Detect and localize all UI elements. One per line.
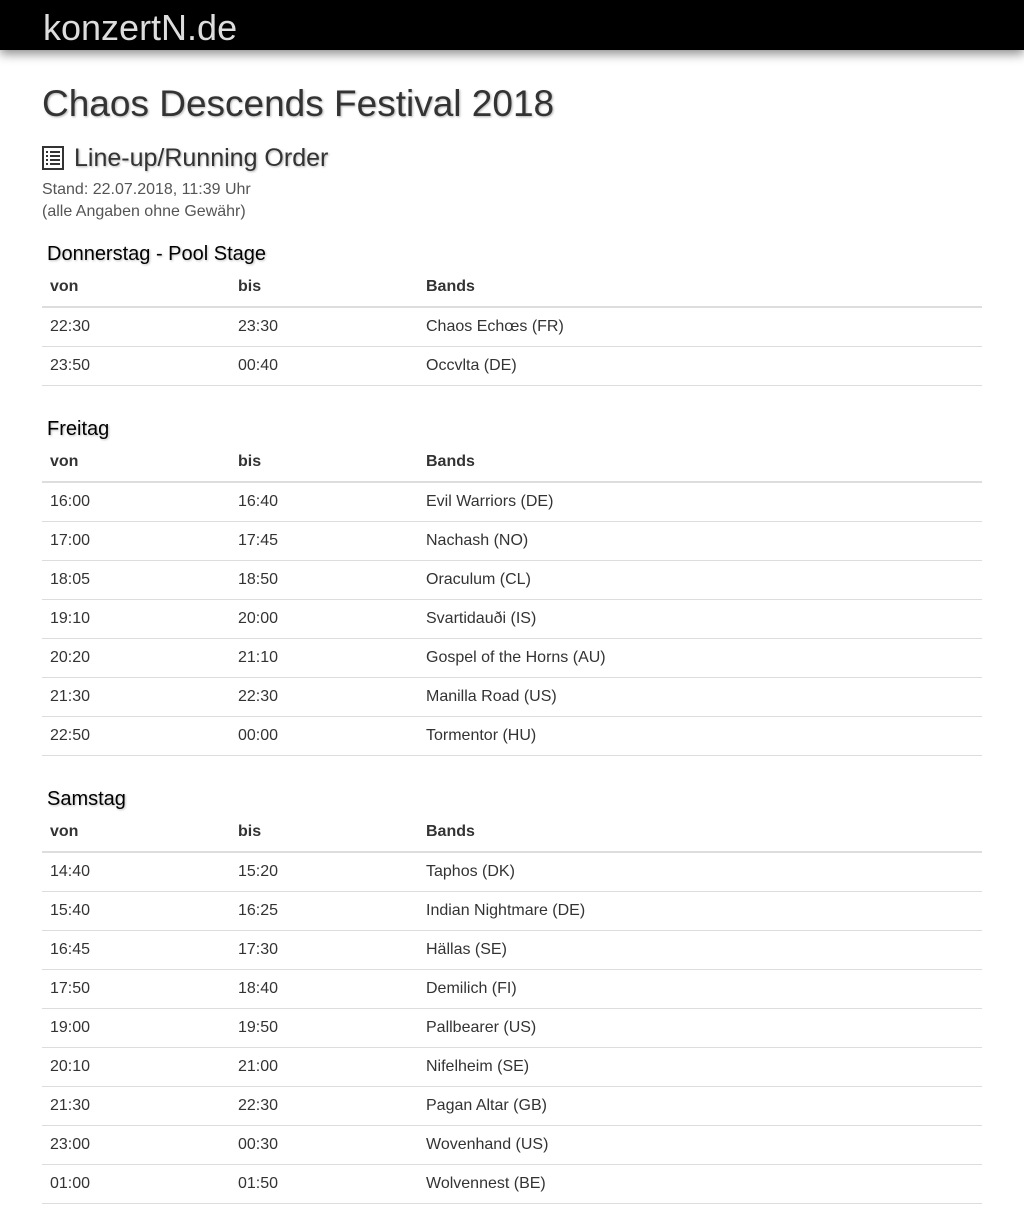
cell-von: 17:00 (42, 522, 230, 561)
table-row (42, 678, 982, 717)
cell-bis: 23:30 (230, 307, 418, 347)
table-row (42, 1165, 982, 1204)
section-title: Line-up/Running Order (74, 144, 329, 172)
table-row (42, 522, 982, 561)
cell-band: Taphos (DK) (418, 852, 982, 892)
cell-bis: 19:50 (230, 1009, 418, 1048)
table-row (42, 892, 982, 931)
cell-band: Wovenhand (US) (418, 1126, 982, 1165)
header-bands: Bands (418, 812, 982, 852)
cell-bis: 17:30 (230, 931, 418, 970)
table-row (42, 639, 982, 678)
cell-band: Hällas (SE) (418, 931, 982, 970)
cell-von: 19:00 (42, 1009, 230, 1048)
table-header-row (42, 267, 982, 307)
cell-bis: 22:30 (230, 678, 418, 717)
schedule-table (42, 267, 982, 386)
header-von: von (42, 812, 230, 852)
page-title: Chaos Descends Festival 2018 (42, 83, 555, 124)
update-info (42, 179, 982, 223)
table-row (42, 1087, 982, 1126)
header-von: von (42, 267, 230, 307)
cell-bis: 20:00 (230, 600, 418, 639)
cell-band: Pagan Altar (GB) (418, 1087, 982, 1126)
cell-von: 19:10 (42, 600, 230, 639)
table-row (42, 717, 982, 756)
cell-bis: 15:20 (230, 852, 418, 892)
cell-von: 23:50 (42, 347, 230, 386)
cell-bis: 16:25 (230, 892, 418, 931)
cell-band: Nachash (NO) (418, 522, 982, 561)
cell-bis: 00:00 (230, 717, 418, 756)
day-section (42, 241, 982, 386)
header-bands: Bands (418, 267, 982, 307)
table-row (42, 852, 982, 892)
table-row (42, 1048, 982, 1087)
day-section (42, 416, 982, 756)
cell-bis: 18:50 (230, 561, 418, 600)
table-row (42, 1126, 982, 1165)
cell-band: Tormentor (HU) (418, 717, 982, 756)
cell-band: Evil Warriors (DE) (418, 482, 982, 522)
cell-bis: 17:45 (230, 522, 418, 561)
schedule-table (42, 812, 982, 1204)
day-title: Donnerstag - Pool Stage (47, 243, 267, 265)
cell-bis: 01:50 (230, 1165, 418, 1204)
day-section (42, 786, 982, 1204)
day-title: Freitag (47, 418, 110, 440)
cell-band: Manilla Road (US) (418, 678, 982, 717)
disclaimer: (alle Angaben ohne Gewähr) (42, 203, 246, 220)
cell-von: 21:30 (42, 1087, 230, 1126)
cell-von: 14:40 (42, 852, 230, 892)
cell-band: Demilich (FI) (418, 970, 982, 1009)
cell-von: 23:00 (42, 1126, 230, 1165)
cell-bis: 16:40 (230, 482, 418, 522)
cell-von: 01:00 (42, 1165, 230, 1204)
cell-bis: 22:30 (230, 1087, 418, 1126)
table-header-row (42, 812, 982, 852)
cell-bis: 00:30 (230, 1126, 418, 1165)
cell-bis: 00:40 (230, 347, 418, 386)
table-row (42, 1009, 982, 1048)
cell-von: 15:40 (42, 892, 230, 931)
header-von: von (42, 442, 230, 482)
cell-band: Oraculum (CL) (418, 561, 982, 600)
day-title: Samstag (47, 788, 126, 810)
table-row (42, 561, 982, 600)
header-bis: bis (230, 812, 418, 852)
cell-von: 20:20 (42, 639, 230, 678)
site-brand-link[interactable]: konzertN.de (43, 7, 238, 48)
table-row (42, 970, 982, 1009)
cell-band: Wolvennest (BE) (418, 1165, 982, 1204)
cell-band: Gospel of the Horns (AU) (418, 639, 982, 678)
table-row (42, 600, 982, 639)
table-header-row (42, 442, 982, 482)
cell-band: Pallbearer (US) (418, 1009, 982, 1048)
cell-band: Svartidauði (IS) (418, 600, 982, 639)
header-bis: bis (230, 442, 418, 482)
header-bis: bis (230, 267, 418, 307)
cell-bis: 21:10 (230, 639, 418, 678)
section-header (42, 142, 982, 174)
cell-bis: 21:00 (230, 1048, 418, 1087)
cell-von: 20:10 (42, 1048, 230, 1087)
cell-von: 22:50 (42, 717, 230, 756)
schedule-table (42, 442, 982, 756)
table-row (42, 347, 982, 386)
cell-von: 22:30 (42, 307, 230, 347)
cell-band: Nifelheim (SE) (418, 1048, 982, 1087)
cell-band: Occvlta (DE) (418, 347, 982, 386)
list-icon (42, 146, 64, 170)
cell-band: Indian Nightmare (DE) (418, 892, 982, 931)
table-row (42, 307, 982, 347)
cell-band: Chaos Echœs (FR) (418, 307, 982, 347)
table-row (42, 931, 982, 970)
main-content (42, 82, 982, 1192)
table-row (42, 482, 982, 522)
cell-von: 17:50 (42, 970, 230, 1009)
cell-von: 18:05 (42, 561, 230, 600)
updated-timestamp: Stand: 22.07.2018, 11:39 Uhr (42, 181, 251, 198)
cell-bis: 18:40 (230, 970, 418, 1009)
cell-von: 16:00 (42, 482, 230, 522)
top-navbar (0, 0, 1024, 50)
cell-von: 16:45 (42, 931, 230, 970)
header-bands: Bands (418, 442, 982, 482)
cell-von: 21:30 (42, 678, 230, 717)
